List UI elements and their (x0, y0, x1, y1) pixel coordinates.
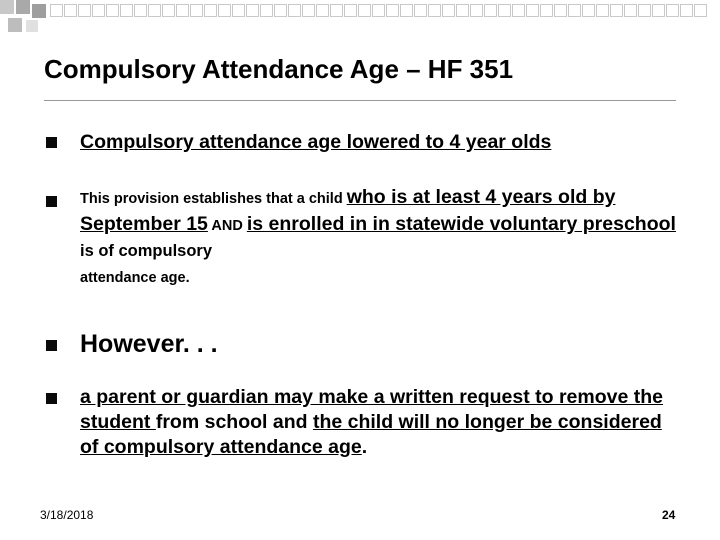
period-text: . (361, 436, 368, 458)
provision-age-date: who is at least 4 years old by September 15 (80, 186, 616, 235)
decorative-checker-pattern (0, 0, 720, 36)
bullet-text: Compulsory attendance age lowered to 4 year olds (80, 131, 552, 153)
bullet-however: However. . . (80, 330, 218, 358)
provision-attendance-age: attendance age. (80, 270, 190, 286)
provision-compulsory: is of compulsory (80, 242, 213, 260)
slide-title: Compulsory Attendance Age – HF 351 (44, 54, 514, 84)
from-school-text: from school and (155, 411, 313, 433)
bullet-provision (80, 185, 680, 288)
bullet-compulsory-age (80, 129, 680, 155)
square-bullet-icon (46, 137, 57, 148)
square-bullet-icon (46, 196, 57, 207)
parent-request-text: a parent or guardian may make a written request to remove the student (80, 386, 664, 433)
square-bullet-icon (46, 393, 57, 404)
provision-enrolled: is enrolled in in statewide voluntary preschool (246, 213, 676, 235)
page-number: 24 (662, 508, 676, 522)
bullet-parent-request (80, 385, 680, 460)
square-bullet-icon (46, 340, 57, 351)
no-longer-compulsory-text: the child will no longer be considered of compulsory attendance age (80, 411, 662, 458)
title-divider (44, 100, 676, 101)
provision-text-intro: This provision establishes that a child (80, 191, 347, 207)
provision-and: AND (207, 218, 247, 234)
footer-date: 3/18/2018 (40, 508, 94, 522)
